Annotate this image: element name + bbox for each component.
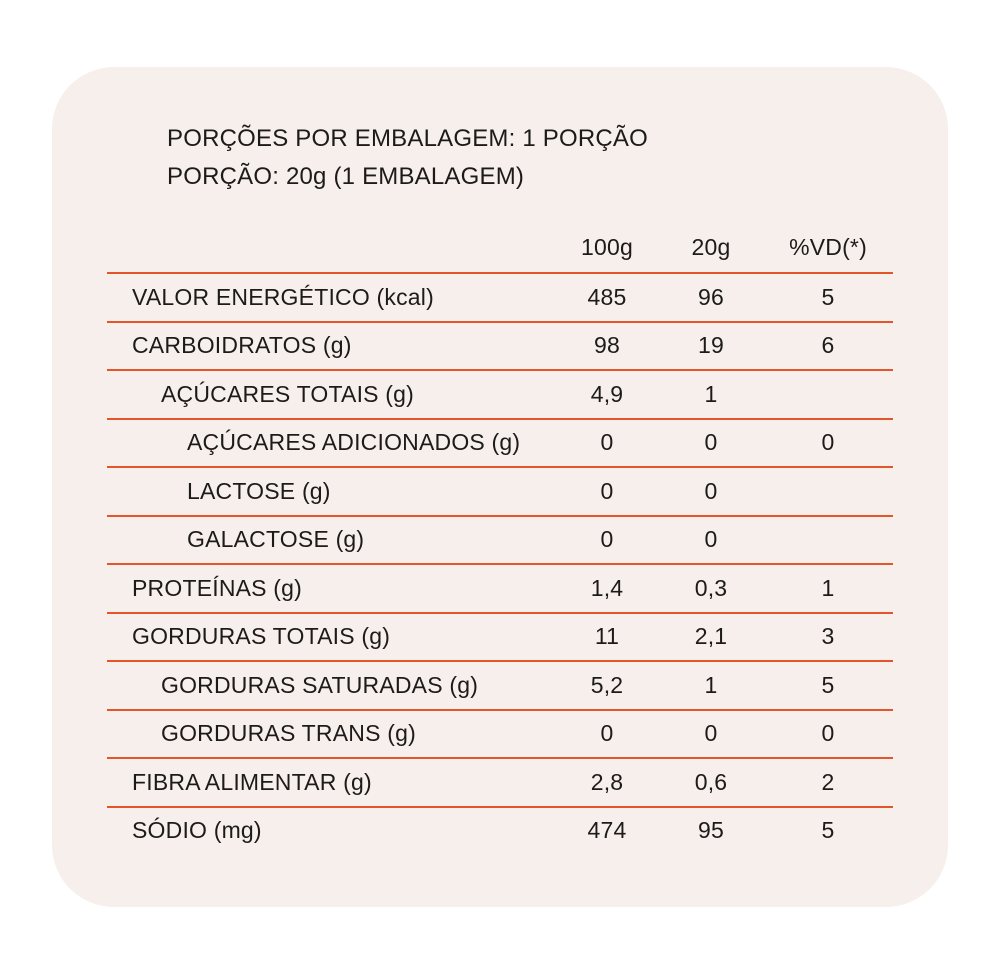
serving-info [167,120,648,196]
nutrition-table [107,223,893,854]
column-header-vd: %VD(*) [789,234,867,260]
row-value-100g: 485 [587,283,627,310]
table-row [107,757,893,806]
row-value-%VD(*): 5 [821,817,835,844]
row-value-%VD(*): 2 [821,768,835,795]
table-body [107,272,893,854]
row-label: VALOR ENERGÉTICO (kcal) [132,283,434,310]
row-value-100g: 5,2 [590,671,624,698]
row-value-20g: 2,1 [694,623,728,650]
table-row [107,563,893,612]
row-value-100g: 98 [594,332,620,359]
row-value-100g: 474 [587,817,627,844]
table-row [107,272,893,321]
row-label: AÇÚCARES ADICIONADOS (g) [187,429,521,456]
column-header-100g: 100g [581,234,633,260]
row-value-100g: 0 [600,720,614,747]
nutrition-card [52,67,948,907]
row-value-20g: 95 [698,817,724,844]
row-value-20g: 0,6 [694,768,728,795]
row-label: PROTEÍNAS (g) [132,574,303,601]
row-value-20g: 1 [704,671,718,698]
row-value-20g: 96 [698,283,724,310]
table-row [107,369,893,418]
row-value-%VD(*): 3 [821,623,835,650]
table-row [107,466,893,515]
serving-size: PORÇÃO: 20g (1 EMBALAGEM) [167,163,525,190]
row-value-%VD(*): 0 [821,429,835,456]
row-label: GORDURAS TOTAIS (g) [132,623,391,650]
row-label: GORDURAS SATURADAS (g) [161,671,479,698]
row-value-100g: 0 [600,477,614,504]
row-value-%VD(*): 5 [821,283,835,310]
row-value-20g: 0 [704,477,718,504]
servings-per-package: PORÇÕES POR EMBALAGEM: 1 PORÇÃO [167,125,648,152]
row-label: GALACTOSE (g) [187,526,365,553]
row-value-20g: 0 [704,526,718,553]
row-label: SÓDIO (mg) [132,817,262,844]
row-label: FIBRA ALIMENTAR (g) [132,768,372,795]
row-value-20g: 19 [698,332,724,359]
column-header-20g: 20g [691,234,731,260]
row-value-20g: 0 [704,429,718,456]
row-label: AÇÚCARES TOTAIS (g) [161,380,415,407]
row-value-100g: 2,8 [590,768,624,795]
row-label: GORDURAS TRANS (g) [161,720,416,747]
table-row [107,515,893,564]
row-value-100g: 0 [600,429,614,456]
table-row [107,806,893,855]
table-row [107,321,893,370]
row-value-100g: 1,4 [590,574,624,601]
table-row [107,709,893,758]
row-label: LACTOSE (g) [187,477,331,504]
table-row [107,418,893,467]
row-value-100g: 4,9 [590,380,624,407]
row-value-%VD(*): 5 [821,671,835,698]
table-row [107,660,893,709]
row-value-%VD(*): 6 [821,332,835,359]
table-row [107,612,893,661]
row-label: CARBOIDRATOS (g) [132,332,352,359]
row-value-%VD(*): 1 [821,574,835,601]
row-value-100g: 11 [594,623,620,650]
table-header-row [107,223,893,272]
row-value-100g: 0 [600,526,614,553]
row-value-20g: 0 [704,720,718,747]
row-value-20g: 0,3 [694,574,728,601]
row-value-20g: 1 [704,380,718,407]
row-value-%VD(*): 0 [821,720,835,747]
